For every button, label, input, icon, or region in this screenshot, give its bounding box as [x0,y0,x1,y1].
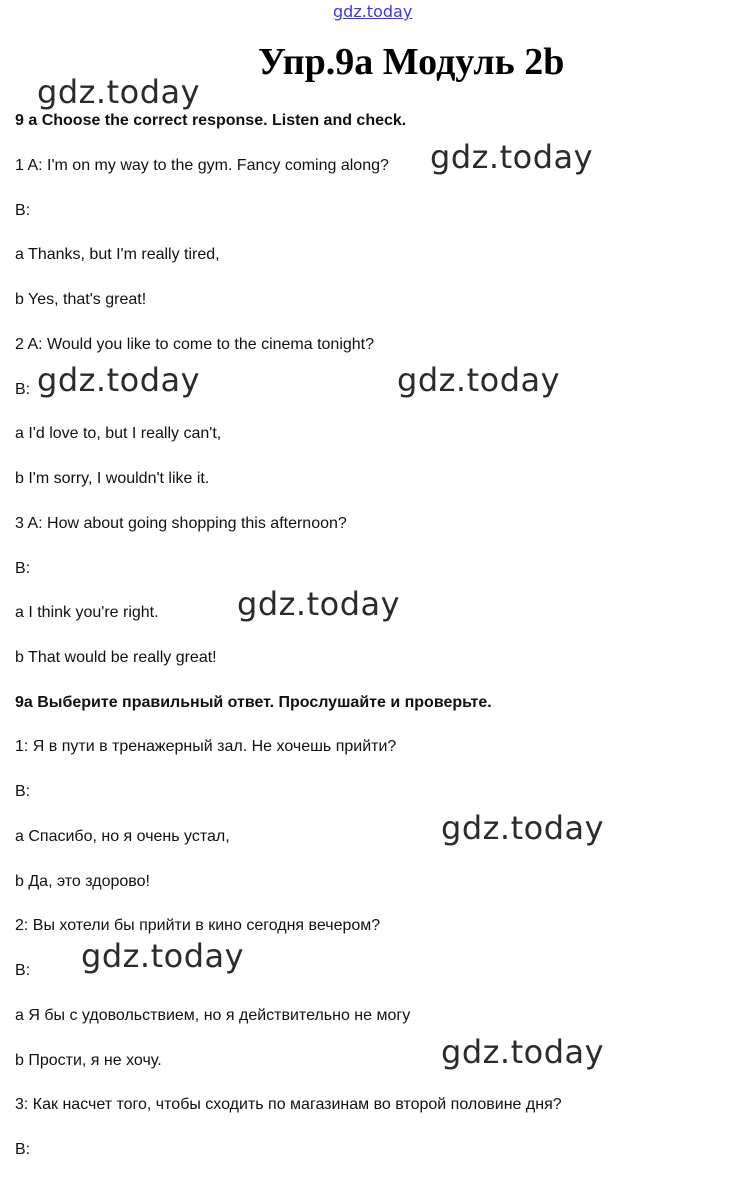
dialogue-line: 3: Как насчет того, чтобы сходить по магазинам во второй половине дня? [15,1096,562,1113]
dialogue-line: B: [15,202,31,219]
dialogue-line: B: [15,381,31,398]
watermark: gdz.today [81,937,245,975]
site-link[interactable]: gdz.today [333,2,413,21]
dialogue-line: b Да, это здорово! [15,873,150,890]
dialogue-line: b I'm sorry, I wouldn't like it. [15,470,210,487]
dialogue-line: a I think you're right. [15,604,159,621]
dialogue-line: a I'd love to, but I really can't, [15,425,222,442]
dialogue-line: 1: Я в пути в тренажерный зал. Не хочешь прийти? [15,738,397,755]
dialogue-line: a Спасибо, но я очень устал, [15,828,230,845]
dialogue-line: b That would be really great! [15,649,217,666]
watermark: gdz.today [37,361,201,399]
watermark: gdz.today [397,361,561,399]
page-title: Упр.9a Модуль 2b [258,41,565,83]
watermark: gdz.today [37,73,201,111]
dialogue-line: 3 A: How about going shopping this afternoon? [15,515,347,532]
watermark: gdz.today [441,809,605,847]
exercise-heading-ru: 9a Выберите правильный ответ. Прослушайте и проверьте. [15,694,492,711]
dialogue-line: 2: Вы хотели бы прийти в кино сегодня вечером? [15,917,381,934]
dialogue-line: B: [15,560,31,577]
dialogue-line: a Я бы с удовольствием, но я действительно не могу [15,1007,411,1024]
dialogue-line: B: [15,783,31,800]
dialogue-line: B: [15,962,31,979]
dialogue-line: b Yes, that's great! [15,291,147,308]
dialogue-line: 2 A: Would you like to come to the cinema tonight? [15,336,375,353]
dialogue-line: 1 A: I'm on my way to the gym. Fancy coming along? [15,157,389,174]
exercise-heading-en: 9 a Choose the correct response. Listen and check. [15,112,407,129]
watermark: gdz.today [430,138,594,176]
watermark: gdz.today [237,585,401,623]
watermark: gdz.today [441,1033,605,1071]
dialogue-line: B: [15,1141,31,1158]
dialogue-line: b Прости, я не хочу. [15,1052,162,1069]
dialogue-line: a Thanks, but I'm really tired, [15,246,220,263]
